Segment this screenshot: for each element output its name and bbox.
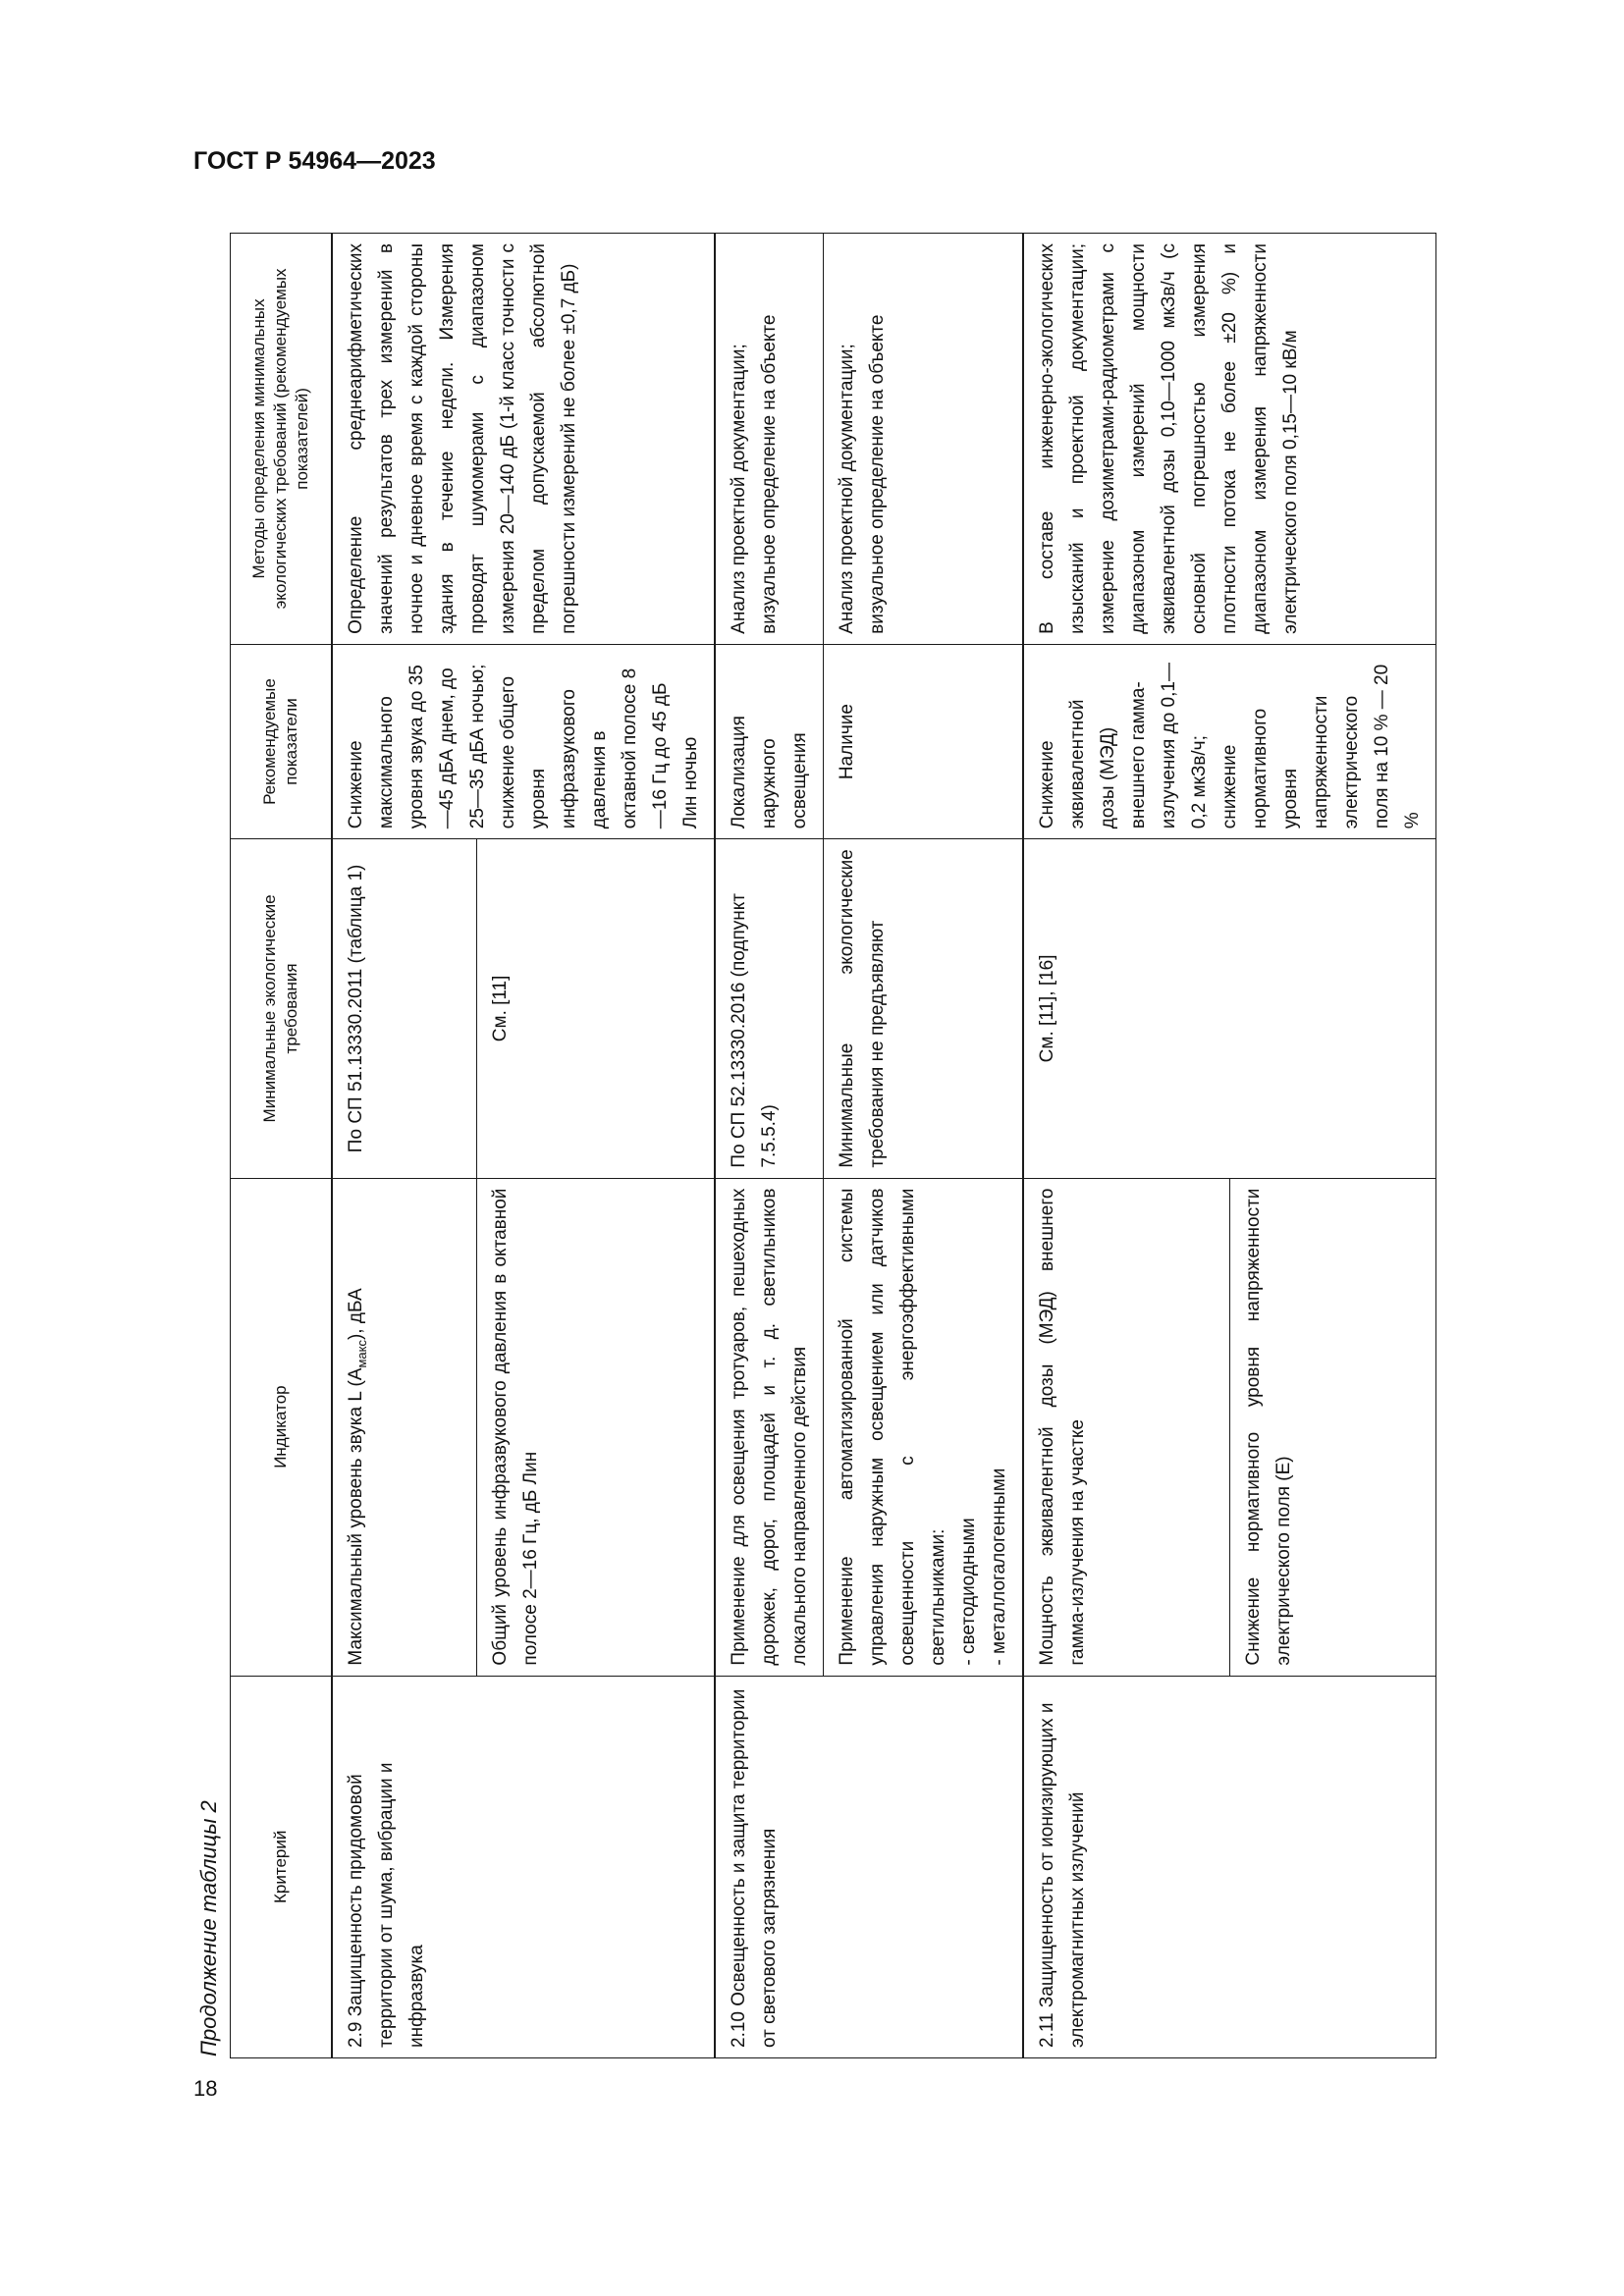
page-number: 18 xyxy=(193,2076,218,2101)
document-header: ГОСТ Р 54964—2023 xyxy=(193,147,436,175)
list-item: - металлогалогенными xyxy=(989,1468,1009,1666)
indicator-cell xyxy=(824,1178,1024,1676)
requirements-table xyxy=(230,233,1436,2058)
indicator-cell: Общий уровень инфразвукового давления в октавной полосе 2—16 Гц, дБ Лин xyxy=(477,1178,715,1676)
method-cell: Анализ проектной документации; визуальное определение на объекте xyxy=(824,234,1024,645)
criterion-cell: 2.9 Защищенность придомовой территории от шума, вибрации и инфразвука xyxy=(332,1676,715,2057)
recommended-cell: Наличие xyxy=(824,644,1024,838)
method-cell: В составе инженерно-экологических изысканий и проектной документации; измерение дозиметрами-радиометрами с диапазоном измерений мощности эквивалентной дозы 0,10—1000 мкЗв/ч (с основной погрешностью измерения плотности потока не более ±20 %) и диапазоном измерения напряженности электрического поля 0,15—10 кВ/м xyxy=(1023,234,1436,645)
requirement-cell: По СП 52.13330.2016 (подпункт 7.5.5.4) xyxy=(715,839,824,1178)
requirement-cell: См. [11] xyxy=(477,839,715,1178)
criterion-cell: 2.11 Защищенность от ионизирующих и электромагнитных излучений xyxy=(1023,1676,1436,2057)
indicator-cell: Максимальный уровень звука L $(A_{макс})$, дБА xyxy=(332,1178,477,1676)
requirement-cell: По СП 51.13330.2011 (таблица 1) xyxy=(332,839,477,1178)
criterion-cell: 2.10 Освещенность и защита территории от светового загрязнения xyxy=(715,1676,1023,2057)
list-item: - светодиодными xyxy=(958,1518,979,1666)
indicator-text: Применение автоматизированной системы управления наружным освещением или датчиков освещенности с энергоэффективными светильниками: xyxy=(837,1188,948,1666)
recommended-cell: Локализация наружного освещения xyxy=(715,644,824,838)
table-row xyxy=(1023,234,1230,2058)
indicator-cell: Мощность эквивалентной дозы (МЭД) внешнего гамма-излучения на участке xyxy=(1023,1178,1230,1676)
indicator-cell: Снижение нормативного уровня напряженности электрического поля (E) xyxy=(1230,1178,1436,1676)
method-cell: Определение среднеарифметических значений результатов трех измерений в ночное и дневное время с каждой стороны здания в течение недели. Измерения проводят шумомерами с диапазоном измерения 20—140 дБ (1-й класс точности с пределом допускаемой абсолютной погрешности измерений не более ±0,7 дБ) xyxy=(332,234,715,645)
col-header-criterion: Критерий xyxy=(231,1676,333,2057)
indicator-cell: Применение для освещения тротуаров, пешеходных дорожек, дорог, площадей и т. д. светильников локального направленного действия xyxy=(715,1178,824,1676)
col-header-requirements: Минимальные экологические требования xyxy=(231,839,333,1178)
col-header-indicator: Индикатор xyxy=(231,1178,333,1676)
rotated-table-container xyxy=(230,233,1423,2058)
recommended-cell: Снижение максимального уровня звука до 35—45 дБА днем, до 25—35 дБА ночью; снижение общего уровня инфразвукового давления в октавной полосе 8—16 Гц до 45 дБ Лин ночью xyxy=(332,644,715,838)
recommended-cell: Снижение эквивалентной дозы (МЭД) внешнего гамма-излучения до 0,1—0,2 мкЗв/ч; снижение нормативного уровня напряженности электрического поля на 10 % — 20 % xyxy=(1023,644,1436,838)
requirement-cell: См. [11], [16] xyxy=(1023,839,1436,1178)
table-header-row xyxy=(231,234,333,2058)
col-header-methods: Методы определения минимальных экологических требований (рекомендуемых показателей) xyxy=(231,234,333,645)
col-header-recommended: Рекомендуемые показатели xyxy=(231,644,333,838)
requirement-cell: Минимальные экологические требования не предъявляют xyxy=(824,839,1024,1178)
table-row xyxy=(715,234,824,2058)
table-row xyxy=(332,234,477,2058)
table-caption: Продолжение таблицы 2 xyxy=(196,1800,221,2056)
method-cell: Анализ проектной документации; визуальное определение на объекте xyxy=(715,234,824,645)
